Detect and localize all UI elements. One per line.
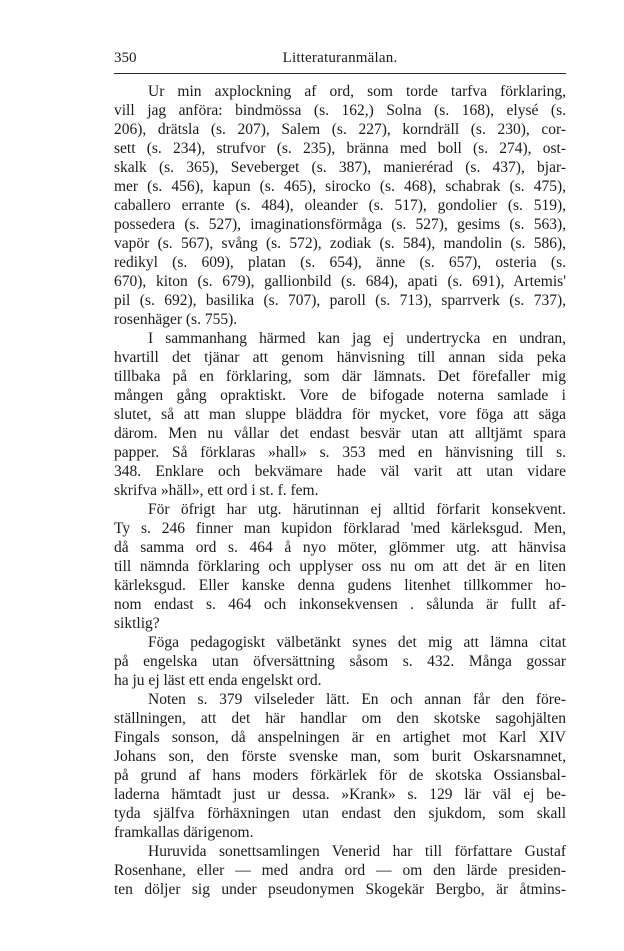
text-line: ha ju ej läst ett enda engelskt ord.: [114, 672, 322, 689]
text-line: Ur min axplockning af ord, som torde tarfva förklaring,: [148, 83, 566, 100]
text-line: därom. Men nu vållar det endast besvär utan att alltjämt spara: [114, 425, 566, 442]
text-line: hvartill det tjänar att genom hänvisning till annan sida peka: [114, 349, 566, 366]
page-heading: Litteraturanmälan.: [282, 50, 398, 66]
text-line: ställningen, att det här handlar om den skotske sagohjälten: [114, 710, 566, 727]
text-line: 206), drätsla (s. 207), Salem (s. 227), korndräll (s. 230), cor-: [114, 121, 566, 138]
text-line: Föga pedagogiskt välbetänkt synes det mig att lämna citat: [148, 634, 566, 651]
text-line: mer (s. 456), kapun (s. 465), sirocko (s. 468), schabrak (s. 475),: [114, 178, 566, 195]
text-line: caballero errante (s. 484), oleander (s. 517), gondolier (s. 519),: [114, 197, 566, 214]
text-line: tillbaka på en förklaring, som där lämnats. Det förefaller mig: [114, 368, 566, 385]
text-line: För öfrigt har utg. härutinnan ej alltid förfarit konsekvent.: [148, 501, 566, 518]
text-line: possedera (s. 527), imaginationsförmåga (s. 527), gesims (s. 563),: [114, 216, 566, 233]
text-line: på grund af hans moders förkärlek för de skotska Ossiansbal-: [114, 767, 566, 784]
text-line: tyda själfva förhäxningen utan endast den sjukdom, som skall: [114, 805, 566, 822]
text-line: Huruvida sonettsamlingen Venerid har till författare Gustaf: [148, 843, 566, 860]
text-line: I sammanhang härmed kan jag ej undertrycka en undran,: [148, 330, 566, 347]
text-line: laderna hämtadt just ur dessa. »Krank» s. 129 lär väl ej be-: [114, 786, 566, 803]
text-line: vapör (s. 567), svång (s. 572), zodiak (s. 584), mandolin (s. 586),: [114, 235, 566, 252]
text-line: på engelska utan öfversättning såsom s. 432. Många gossar: [114, 653, 566, 670]
text-line: framkallas därigenom.: [114, 824, 254, 841]
text-line: kärleksgud. Eller kanske denna gudens litenhet tillkommer ho-: [114, 577, 566, 594]
text-line: ten döljer sig under pseudonymen Skogekär Bergbo, är åtmins-: [114, 881, 566, 898]
text-line: rosenhäger (s. 755).: [114, 311, 238, 328]
text-line: Noten s. 379 vilseleder lätt. En och annan får den före-: [148, 691, 566, 708]
text-line: Fingals sonson, då anspelningen är en artighet mot Karl XIV: [114, 729, 566, 746]
text-line: papper. Så förklaras »hall» s. 353 med en hänvisning till s.: [114, 444, 566, 461]
text-line: då samma ord s. 464 å nyo möter, glömmer utg. att hänvisa: [114, 539, 566, 556]
text-line: 670), kiton (s. 679), gallionbild (s. 684), apati (s. 691), Artemis': [114, 273, 566, 290]
text-line: siktlig?: [114, 615, 160, 632]
text-line: redikyl (s. 609), platan (s. 654), änne (s. 657), osteria (s.: [114, 254, 566, 271]
text-line: Rosenhane, eller — med andra ord — om den lärde presiden-: [114, 862, 566, 879]
text-line: slutet, så att man sluppe bläddra för mycket, vore föga att säga: [114, 406, 566, 423]
text-line: skrifva »häll», ett ord i st. f. fem.: [114, 482, 319, 499]
text-line: 348. Enklare och bekvämare hade väl varit att utan vidare: [114, 463, 566, 480]
text-line: till nämnda förklaring och upplyser oss nu om att det är en liten: [114, 558, 566, 575]
text-line: pil (s. 692), basilika (s. 707), paroll (s. 713), sparrverk (s. 737),: [114, 292, 566, 309]
page-number: 350: [114, 50, 137, 66]
header-rule: [114, 73, 566, 74]
text-line: Johans son, den förste svenske man, som burit Oskarsnamnet,: [114, 748, 566, 765]
text-line: sett (s. 234), strufvor (s. 235), bränna med boll (s. 274), ost-: [114, 140, 566, 157]
text-line: vill jag anföra: bindmössa (s. 162,) Solna (s. 168), elysé (s.: [114, 102, 566, 119]
text-line: mången gång opraktiskt. Vore de bifogade noterna samlade i: [114, 387, 566, 404]
body-text: [114, 82, 566, 899]
running-head: [114, 50, 566, 72]
text-line: nom endast s. 464 och inkonsekvensen . sålunda är fullt af-: [114, 596, 566, 613]
text-line: skalk (s. 365), Seveberget (s. 387), manierérad (s. 437), bjar-: [114, 159, 566, 176]
text-line: Ty s. 246 finner man kupidon förklarad 'med kärleksgud. Men,: [114, 520, 566, 537]
